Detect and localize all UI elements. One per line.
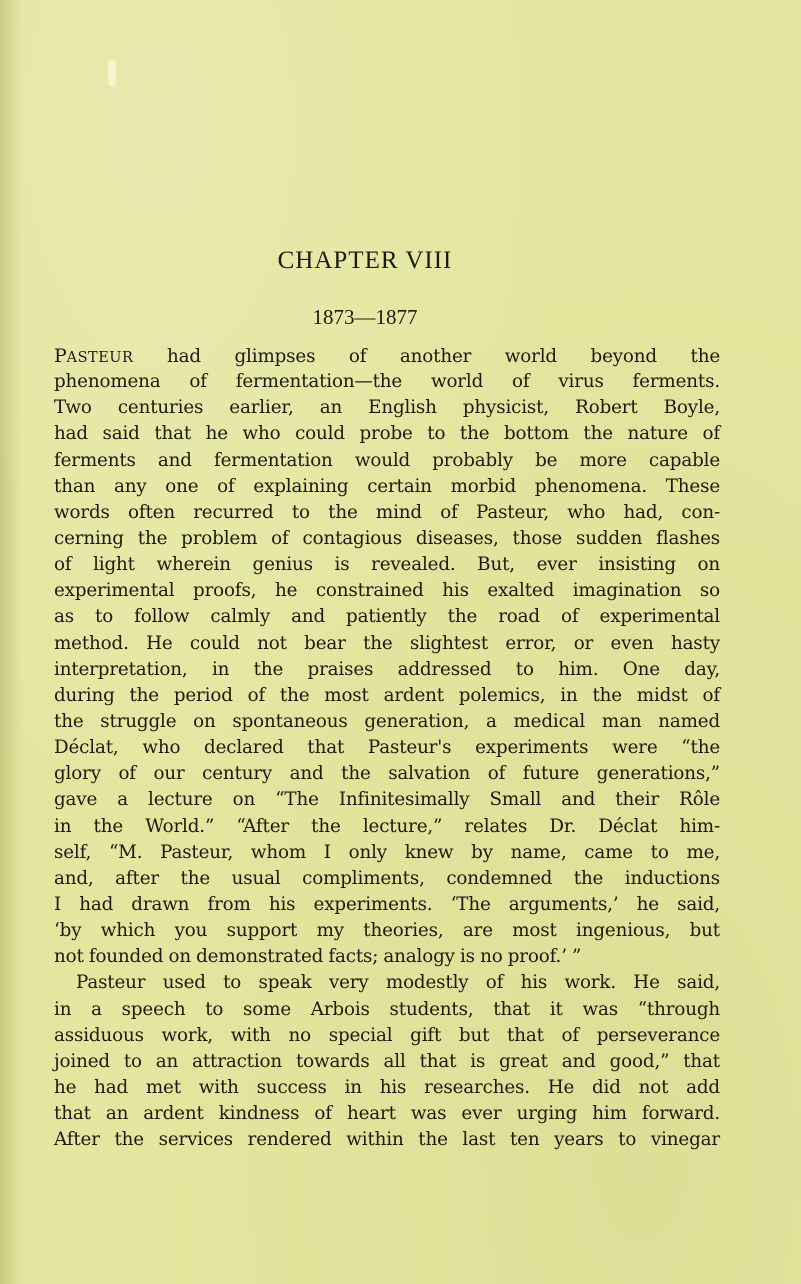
text-line	[54, 343, 720, 369]
text-line: cerning the problem of contagious diseases, those sudden flashes	[54, 527, 720, 549]
text-line-content: had glimpses of another world beyond the	[133, 346, 720, 367]
lead-word-rest: ASTEUR	[66, 350, 134, 366]
text-line: he had met with success in his researches. He did not add	[54, 1076, 720, 1098]
text-line: that an ardent kindness of heart was ever urging him forward.	[54, 1103, 720, 1125]
text-line: in a speech to some Arbois students, that it was “through	[54, 998, 720, 1020]
text-line: glory of our century and the salvation of future generations,”	[54, 763, 720, 785]
text-line: as to follow calmly and patiently the road of experimental	[54, 606, 720, 628]
text-line: interpretation, in the praises addressed to him. One day,	[54, 658, 720, 680]
paper-blemish	[108, 60, 116, 86]
text-line: After the services rendered within the last ten years to vinegar	[54, 1129, 720, 1151]
chapter-dates: 1873—1877	[312, 305, 418, 329]
text-line: the struggle on spontaneous generation, a medical man named	[54, 710, 720, 732]
text-line: Déclat, who declared that Pasteur's experiments were “the	[54, 737, 720, 759]
text-line: Two centuries earlier, an English physicist, Robert Boyle,	[54, 397, 720, 419]
text-line: experimental proofs, he constrained his exalted imagination so	[54, 580, 720, 602]
text-line: I had drawn from his experiments. ‘The arguments,’ he said,	[54, 893, 720, 915]
text-line: ‘by which you support my theories, are most ingenious, but	[54, 920, 720, 942]
text-line: not founded on demonstrated facts; analogy is no proof.’ ”	[54, 946, 582, 968]
lead-capital: P	[54, 345, 67, 367]
text-line: phenomena of fermentation—the world of virus ferments.	[54, 371, 720, 393]
chapter-title: CHAPTER VIII	[277, 247, 453, 274]
lead-word	[54, 345, 133, 367]
text-line: in the World.” “After the lecture,” relates Dr. Déclat him-	[54, 815, 720, 837]
text-line: method. He could not bear the slightest error, or even hasty	[54, 632, 720, 654]
text-line: had said that he who could probe to the bottom the nature of	[54, 423, 720, 445]
text-line: ferments and fermentation would probably be more capable	[54, 449, 720, 471]
page-gutter-shadow	[0, 0, 22, 1284]
text-line: during the period of the most ardent polemics, in the midst of	[54, 684, 720, 706]
text-line: assiduous work, with no special gift but that of perseverance	[54, 1024, 720, 1046]
text-line: of light wherein genius is revealed. But, ever insisting on	[54, 554, 720, 576]
text-line: Pasteur used to speak very modestly of his work. He said,	[76, 972, 720, 994]
chapter-body	[54, 343, 720, 1153]
text-line: and, after the usual compliments, condemned the inductions	[54, 867, 720, 889]
text-line: than any one of explaining certain morbid phenomena. These	[54, 475, 720, 497]
text-line: joined to an attraction towards all that is great and good,” that	[54, 1050, 720, 1072]
text-line: gave a lecture on “The Infinitesimally Small and their Rôle	[54, 789, 720, 811]
text-line: self, “M. Pasteur, whom I only knew by name, came to me,	[54, 841, 720, 863]
text-line: words often recurred to the mind of Pasteur, who had, con-	[54, 501, 720, 523]
